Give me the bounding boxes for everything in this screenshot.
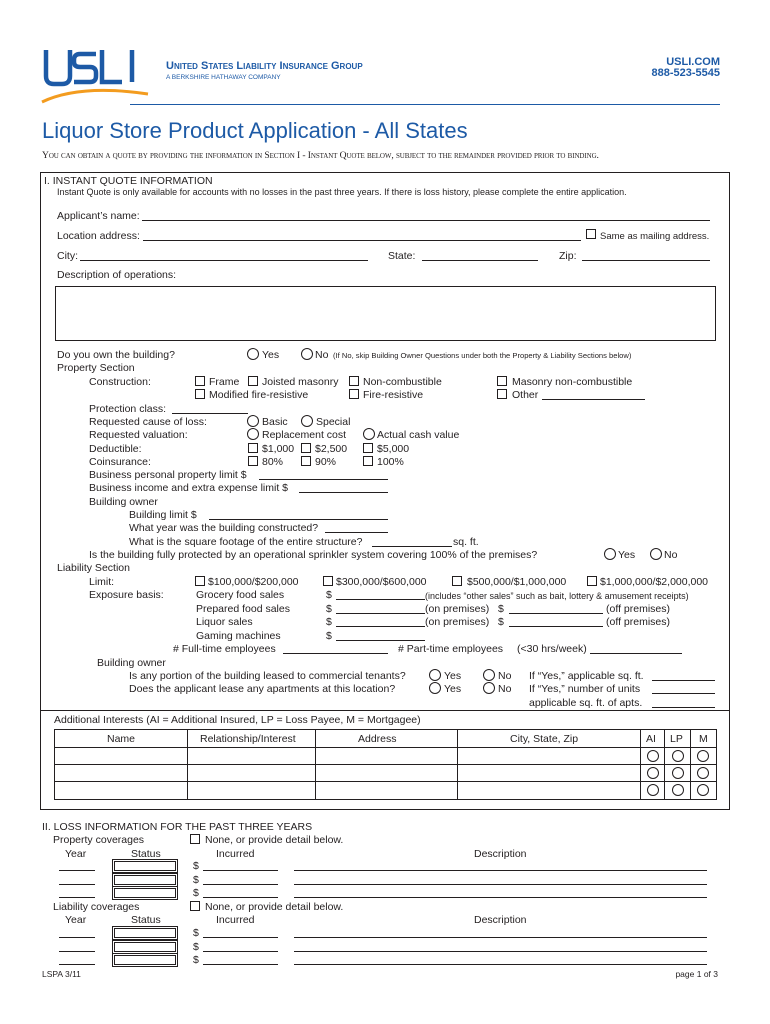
other-construction-label: Other bbox=[512, 389, 539, 401]
parttime-label: # Part-time employees bbox=[398, 643, 504, 655]
year-built-label: What year was the building constructed? bbox=[129, 522, 319, 534]
modified-fire-resistive-checkbox[interactable] bbox=[195, 389, 205, 399]
masonry-noncombustible-label: Masonry non-combustible bbox=[512, 376, 633, 388]
property-loss-incurred-field-1[interactable] bbox=[203, 860, 278, 871]
property-loss-incurred-field-3[interactable] bbox=[203, 887, 278, 898]
sq-footage-label: What is the square footage of the entire structure? bbox=[129, 536, 363, 548]
description-textarea[interactable] bbox=[55, 286, 716, 341]
modified-fire-resistive-label: Modified fire-resistive bbox=[209, 389, 309, 401]
frame-checkbox[interactable] bbox=[195, 376, 205, 386]
col-header-relationship: Relationship/Interest bbox=[200, 733, 296, 745]
basic-label: Basic bbox=[262, 416, 288, 428]
liquor-label: Liquor sales bbox=[196, 616, 253, 628]
liquor-on-premises-field[interactable] bbox=[336, 616, 425, 627]
deductible-2500-label: $2,500 bbox=[315, 443, 348, 455]
sq-ft-label: sq. ft. bbox=[453, 536, 479, 548]
building-limit-field[interactable] bbox=[209, 509, 388, 520]
liability-loss-year-field-1[interactable] bbox=[59, 927, 95, 938]
property-loss-year-field-1[interactable] bbox=[59, 860, 95, 871]
liability-loss-status-field-2[interactable] bbox=[112, 940, 178, 954]
zip-label: Zip: bbox=[559, 250, 577, 262]
coinsurance-100-label: 100% bbox=[377, 456, 404, 468]
liability-loss-description-field-3[interactable] bbox=[294, 954, 707, 965]
noncombustible-label: Non-combustible bbox=[363, 376, 442, 388]
cause-of-loss-label: Requested cause of loss: bbox=[89, 416, 207, 428]
page-title: Liquor Store Product Application - All States bbox=[42, 118, 468, 143]
liability-none-label: None, or provide detail below. bbox=[205, 901, 344, 913]
property-loss-incurred-field-2[interactable] bbox=[203, 874, 278, 885]
prepared-off-premises-field[interactable] bbox=[509, 603, 603, 614]
special-radio[interactable] bbox=[301, 415, 313, 427]
coinsurance-90-label: 90% bbox=[315, 456, 337, 468]
liability-loss-status-field-3[interactable] bbox=[112, 953, 178, 967]
property-status-header: Status bbox=[131, 848, 161, 860]
grocery-label: Grocery food sales bbox=[196, 589, 285, 601]
city-label: City: bbox=[57, 250, 78, 262]
apartments-units-field[interactable] bbox=[652, 683, 715, 694]
gaming-dollar: $ bbox=[326, 630, 332, 642]
liquor-off-premises-field[interactable] bbox=[509, 616, 603, 627]
location-label: Location address: bbox=[57, 230, 140, 242]
property-loss-status-field-1[interactable] bbox=[112, 859, 178, 873]
leased-question: Is any portion of the building leased to commercial tenants? bbox=[129, 670, 406, 682]
masonry-noncombustible-checkbox[interactable] bbox=[497, 376, 507, 386]
description-label: Description of operations: bbox=[57, 269, 177, 281]
building-owner-label: Building owner bbox=[89, 496, 158, 508]
row2-lp-radio[interactable] bbox=[672, 767, 684, 779]
property-loss-description-field-1[interactable] bbox=[294, 860, 707, 871]
coinsurance-80-checkbox[interactable] bbox=[248, 456, 258, 466]
deductible-label: Deductible: bbox=[89, 443, 142, 455]
other-construction-checkbox[interactable] bbox=[497, 389, 507, 399]
liability-year-header: Year bbox=[65, 914, 87, 926]
exposure-label: Exposure basis: bbox=[89, 589, 164, 601]
row1-m-radio[interactable] bbox=[697, 750, 709, 762]
bpp-limit-field[interactable] bbox=[259, 469, 388, 480]
construction-label: Construction: bbox=[89, 376, 151, 388]
property-incurred-header: Incurred bbox=[216, 848, 255, 860]
row1-lp-radio[interactable] bbox=[672, 750, 684, 762]
limit-500k-checkbox[interactable] bbox=[452, 576, 462, 586]
liability-description-header: Description bbox=[474, 914, 527, 926]
apartments-units-label: If “Yes,” number of units bbox=[529, 683, 641, 695]
liability-loss-dollar-1: $ bbox=[193, 927, 199, 939]
bpp-limit-label: Business personal property limit $ bbox=[89, 469, 247, 481]
company-name: United States Liability Insurance Group bbox=[166, 60, 363, 72]
additional-interests-divider bbox=[41, 710, 729, 711]
actual-cash-radio[interactable] bbox=[363, 428, 375, 440]
liability-loss-status-field-1[interactable] bbox=[112, 926, 178, 940]
apartments-sqft-label: applicable sq. ft. of apts. bbox=[529, 697, 643, 709]
sq-footage-field[interactable] bbox=[372, 536, 452, 547]
applicant-name-field[interactable] bbox=[142, 210, 710, 221]
replacement-cost-label: Replacement cost bbox=[262, 429, 347, 441]
leased-yes-radio[interactable] bbox=[429, 669, 441, 681]
same-as-mailing-label: Same as mailing address. bbox=[600, 231, 710, 242]
own-building-no-radio[interactable] bbox=[301, 348, 313, 360]
property-loss-dollar-2: $ bbox=[193, 874, 199, 886]
section2-heading: II. LOSS INFORMATION FOR THE PAST THREE YEARS bbox=[42, 821, 313, 833]
company-subtitle: A BERKSHIRE HATHAWAY COMPANY bbox=[166, 74, 281, 81]
applicant-label: Applicant’s name: bbox=[57, 210, 140, 222]
prepared-on-premises-field[interactable] bbox=[336, 603, 425, 614]
property-none-label: None, or provide detail below. bbox=[205, 834, 344, 846]
header-divider bbox=[130, 104, 720, 105]
apartments-no-radio[interactable] bbox=[483, 682, 495, 694]
prepared-label: Prepared food sales bbox=[196, 603, 290, 615]
bi-limit-label: Business income and extra expense limit $ bbox=[89, 482, 289, 494]
replacement-cost-radio[interactable] bbox=[247, 428, 259, 440]
sprinkler-question: Is the building fully protected by an operational sprinkler system covering 100% of the premises? bbox=[89, 549, 538, 561]
grocery-dollar: $ bbox=[326, 589, 332, 601]
liquor-dollar: $ bbox=[326, 616, 332, 628]
fire-resistive-checkbox[interactable] bbox=[349, 389, 359, 399]
same-as-mailing-checkbox[interactable] bbox=[586, 229, 596, 239]
coinsurance-label: Coinsurance: bbox=[89, 456, 151, 468]
gaming-field[interactable] bbox=[336, 630, 425, 641]
deductible-1000-checkbox[interactable] bbox=[248, 443, 258, 453]
frame-label: Frame bbox=[209, 376, 240, 388]
fulltime-field[interactable] bbox=[283, 643, 388, 654]
liability-coverages-label: Liability coverages bbox=[53, 901, 140, 913]
fire-resistive-label: Fire-resistive bbox=[363, 389, 424, 401]
property-loss-dollar-3: $ bbox=[193, 887, 199, 899]
property-description-header: Description bbox=[474, 848, 527, 860]
additional-interests-table bbox=[54, 729, 717, 800]
gaming-label: Gaming machines bbox=[196, 630, 281, 642]
prepared-on-premises-label: (on premises) bbox=[425, 603, 490, 615]
row1-ai-radio[interactable] bbox=[647, 750, 659, 762]
col-header-city-state-zip: City, State, Zip bbox=[510, 733, 579, 745]
apartments-sqft-field[interactable] bbox=[652, 697, 715, 708]
property-loss-dollar-1: $ bbox=[193, 860, 199, 872]
liability-loss-year-field-2[interactable] bbox=[59, 941, 95, 952]
liquor-on-premises-label: (on premises) bbox=[425, 616, 490, 628]
parttime-field[interactable] bbox=[590, 643, 682, 654]
liability-loss-incurred-field-3[interactable] bbox=[203, 954, 278, 965]
liability-building-owner-label: Building owner bbox=[97, 657, 166, 669]
row2-ai-radio[interactable] bbox=[647, 767, 659, 779]
coinsurance-90-checkbox[interactable] bbox=[301, 456, 311, 466]
limit-label: Limit: bbox=[89, 576, 115, 588]
liability-loss-description-field-2[interactable] bbox=[294, 941, 707, 952]
apartments-question: Does the applicant lease any apartments at this location? bbox=[129, 683, 396, 695]
col-header-address: Address bbox=[358, 733, 397, 745]
actual-cash-label: Actual cash value bbox=[377, 429, 460, 441]
coinsurance-80-label: 80% bbox=[262, 456, 284, 468]
property-none-checkbox[interactable] bbox=[190, 834, 200, 844]
year-built-field[interactable] bbox=[325, 522, 388, 533]
page-subtitle: You can obtain a quote by providing the information in Section I - Instant Quote below, subject to the remainder provided prior to binding. bbox=[42, 150, 599, 161]
col-header-ai: AI bbox=[646, 733, 656, 745]
valuation-label: Requested valuation: bbox=[89, 429, 188, 441]
fulltime-label: # Full-time employees bbox=[173, 643, 276, 655]
own-building-no-label: No bbox=[315, 349, 329, 361]
deductible-5000-label: $5,000 bbox=[377, 443, 410, 455]
city-field[interactable] bbox=[80, 250, 368, 261]
noncombustible-checkbox[interactable] bbox=[349, 376, 359, 386]
leased-sqft-field[interactable] bbox=[652, 670, 715, 681]
leased-yes-label: Yes bbox=[444, 670, 462, 682]
usli-logo bbox=[40, 44, 152, 106]
liability-section-label: Liability Section bbox=[57, 562, 130, 574]
grocery-sales-field[interactable] bbox=[336, 589, 425, 600]
apartments-yes-radio[interactable] bbox=[429, 682, 441, 694]
liability-loss-incurred-field-2[interactable] bbox=[203, 941, 278, 952]
property-loss-status-field-2[interactable] bbox=[112, 873, 178, 887]
state-label: State: bbox=[388, 250, 416, 262]
property-loss-description-field-2[interactable] bbox=[294, 874, 707, 885]
row3-ai-radio[interactable] bbox=[647, 784, 659, 796]
coinsurance-100-checkbox[interactable] bbox=[363, 456, 373, 466]
property-loss-year-field-2[interactable] bbox=[59, 874, 95, 885]
prepared-dollar-2: $ bbox=[498, 603, 504, 615]
apartments-yes-label: Yes bbox=[444, 683, 462, 695]
liability-loss-incurred-field-1[interactable] bbox=[203, 927, 278, 938]
own-building-question: Do you own the building? bbox=[57, 349, 175, 361]
row3-m-radio[interactable] bbox=[697, 784, 709, 796]
building-limit-label: Building limit $ bbox=[129, 509, 197, 521]
bi-limit-field[interactable] bbox=[299, 482, 388, 493]
zip-field[interactable] bbox=[582, 250, 710, 261]
limit-300k-label: $300,000/$600,000 bbox=[336, 576, 427, 588]
parttime-note: (<30 hrs/week) bbox=[517, 643, 587, 655]
own-building-no-note: (If No, skip Building Owner Questions under both the Property & Liability Sections below) bbox=[333, 351, 632, 360]
joisted-masonry-label: Joisted masonry bbox=[262, 376, 339, 388]
col-header-lp: LP bbox=[670, 733, 683, 745]
liquor-dollar-2: $ bbox=[498, 616, 504, 628]
leased-no-label: No bbox=[498, 670, 512, 682]
leased-sqft-label: If “Yes,” applicable sq. ft. bbox=[529, 670, 644, 682]
limit-100k-label: $100,000/$200,000 bbox=[208, 576, 299, 588]
joisted-masonry-checkbox[interactable] bbox=[248, 376, 258, 386]
sprinkler-no-radio[interactable] bbox=[650, 548, 662, 560]
protection-class-label: Protection class: bbox=[89, 403, 167, 415]
page-number: page 1 of 3 bbox=[675, 969, 718, 979]
section1-heading: I. INSTANT QUOTE INFORMATION bbox=[44, 175, 213, 187]
apartments-no-label: No bbox=[498, 683, 512, 695]
col-header-m: M bbox=[699, 733, 708, 745]
state-field[interactable] bbox=[422, 250, 538, 261]
limit-100k-checkbox[interactable] bbox=[195, 576, 205, 586]
liability-loss-dollar-3: $ bbox=[193, 954, 199, 966]
form-id: LSPA 3/11 bbox=[42, 969, 81, 979]
liability-loss-year-field-3[interactable] bbox=[59, 954, 95, 965]
phone: 888-523-5545 bbox=[651, 67, 720, 79]
liquor-off-premises-label: (off premises) bbox=[606, 616, 670, 628]
col-header-name: Name bbox=[107, 733, 136, 745]
property-loss-status-field-3[interactable] bbox=[112, 886, 178, 900]
limit-300k-checkbox[interactable] bbox=[323, 576, 333, 586]
liability-status-header: Status bbox=[131, 914, 161, 926]
other-construction-field[interactable] bbox=[542, 389, 645, 400]
deductible-2500-checkbox[interactable] bbox=[301, 443, 311, 453]
location-address-field[interactable] bbox=[143, 230, 581, 241]
limit-500k-label: $500,000/$1,000,000 bbox=[467, 576, 567, 588]
website: USLI.COM bbox=[666, 56, 720, 68]
liability-loss-dollar-2: $ bbox=[193, 941, 199, 953]
property-year-header: Year bbox=[65, 848, 87, 860]
additional-interests-label: Additional Interests (AI = Additional Insured, LP = Loss Payee, M = Mortgagee) bbox=[54, 714, 421, 726]
limit-1m-label: $1,000,000/$2,000,000 bbox=[600, 576, 709, 588]
deductible-1000-label: $1,000 bbox=[262, 443, 295, 455]
grocery-includes-note: (includes “other sales” such as bait, lottery & amusement receipts) bbox=[425, 591, 689, 601]
sprinkler-yes-label: Yes bbox=[618, 549, 636, 561]
prepared-dollar: $ bbox=[326, 603, 332, 615]
deductible-5000-checkbox[interactable] bbox=[363, 443, 373, 453]
sprinkler-no-label: No bbox=[664, 549, 678, 561]
protection-class-field[interactable] bbox=[172, 403, 248, 414]
property-section-label: Property Section bbox=[57, 362, 135, 374]
special-label: Special bbox=[316, 416, 351, 428]
basic-radio[interactable] bbox=[247, 415, 259, 427]
own-building-yes-label: Yes bbox=[262, 349, 280, 361]
property-coverages-label: Property coverages bbox=[53, 834, 145, 846]
property-loss-description-field-3[interactable] bbox=[294, 887, 707, 898]
row3-lp-radio[interactable] bbox=[672, 784, 684, 796]
liability-loss-description-field-1[interactable] bbox=[294, 927, 707, 938]
row2-m-radio[interactable] bbox=[697, 767, 709, 779]
property-loss-year-field-3[interactable] bbox=[59, 887, 95, 898]
limit-1m-checkbox[interactable] bbox=[587, 576, 597, 586]
sprinkler-yes-radio[interactable] bbox=[604, 548, 616, 560]
liability-incurred-header: Incurred bbox=[216, 914, 255, 926]
prepared-off-premises-label: (off premises) bbox=[606, 603, 670, 615]
liability-none-checkbox[interactable] bbox=[190, 901, 200, 911]
own-building-yes-radio[interactable] bbox=[247, 348, 259, 360]
leased-no-radio[interactable] bbox=[483, 669, 495, 681]
instant-quote-note: Instant Quote is only available for accounts with no losses in the past three years. If there is loss history, please complete the entire application. bbox=[57, 187, 627, 197]
